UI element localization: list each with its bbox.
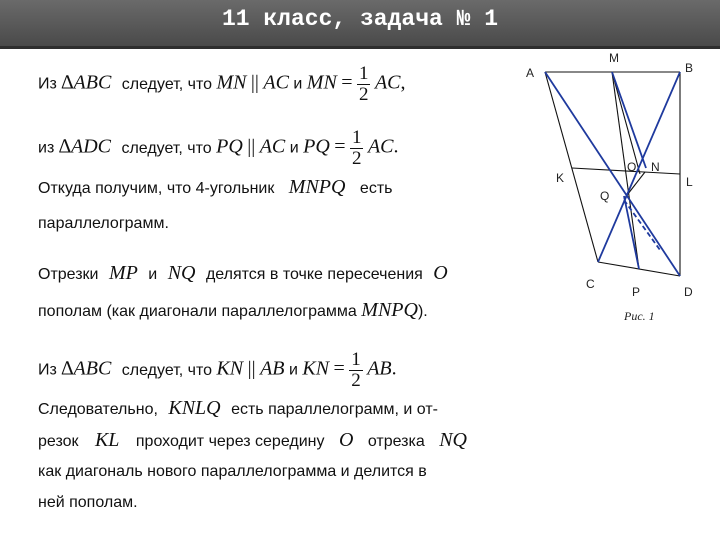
numerator: 1 [351,127,362,148]
punct: . [391,357,397,380]
numerator: 1 [351,349,361,370]
triangle-symbol: ∆ [61,357,74,380]
text-line-2 [38,128,399,169]
math-mnpq: MNPQ [361,299,418,321]
text-line-10 [38,462,427,482]
math-ac: AC [374,71,401,94]
math-mn: MN [216,71,247,94]
numerator: 1 [358,63,369,84]
point-label-m: M [609,51,619,65]
text: и [148,266,158,283]
fraction-half [349,350,363,391]
text: и [293,75,303,93]
math-mnpq: MNPQ [288,176,346,198]
text-line-7 [38,350,397,391]
point-label-n: N [651,160,660,174]
math-knlq: KNLQ [168,397,221,419]
text: Следовательно, [38,401,158,418]
point-label-b: B [685,61,694,75]
text: пополам (как диагонали параллелограмма [38,303,357,320]
text: есть параллелограмм, и от- [231,401,438,418]
denominator: 2 [351,148,362,169]
math-abc: ABC [73,357,112,380]
math-kn: KN [216,357,244,380]
point-label-a: A [526,66,535,80]
punct: , [400,71,406,94]
math-abc: ABC [73,71,112,94]
equals-symbol: = [341,71,353,94]
math-pq: PQ [216,135,243,158]
math-ac: AC [263,71,289,94]
point-label-k: K [556,171,565,185]
point-label-p: P [632,285,641,299]
text-line-6 [38,300,428,322]
math-nq: NQ [167,262,196,284]
text: есть [359,180,393,197]
segment-mo [612,72,640,174]
punct: . [393,135,399,158]
diagonal-bc [598,72,680,262]
math-mn: MN [306,71,337,94]
text: проходит через середину [135,433,325,450]
text: из [38,139,55,157]
math-adc: ADC [70,135,111,158]
point-label-l: L [686,175,693,189]
triangle-symbol: ∆ [58,135,71,158]
text-line-1 [38,64,406,105]
text: Откуда получим, что 4-угольник [38,180,275,197]
equals-symbol: = [333,357,345,380]
text: следует, что [121,361,213,379]
parallel-symbol: || [247,135,256,158]
text: резок [38,433,79,450]
text-line-8 [38,398,438,420]
math-ab: AB [260,357,285,380]
text-line-9 [38,430,467,452]
math-ab: AB [367,357,392,380]
segment-ac [545,72,598,262]
point-label-d: D [684,285,693,299]
text-line-5 [38,263,448,285]
text-line-4 [38,214,169,234]
text: ней пополам. [38,494,138,511]
math-o: O [338,429,354,451]
math-o: O [433,262,448,284]
math-kl: KL [94,429,120,451]
text: делятся в точке пересечения [205,266,423,283]
segment-qp [624,196,639,269]
text: как диагональ нового параллелограмма и делится в [38,463,427,480]
denominator: 2 [358,84,369,105]
equals-symbol: = [334,135,346,158]
text: Отрезки [38,266,99,283]
parallel-symbol: || [247,357,256,380]
math-mp: MP [108,262,138,284]
text: параллелограмм. [38,215,169,232]
point-label-o: O [627,160,637,174]
segment-mn [612,72,646,168]
point-label-q: Q [600,189,610,203]
math-nq: NQ [439,429,467,451]
text: следует, что [121,139,212,157]
text: и [289,139,299,157]
math-pq: PQ [303,135,330,158]
text: следует, что [121,75,213,93]
fraction-half [350,128,364,169]
point-label-c: C [586,277,595,291]
figure-caption: Рис. 1 [624,309,655,323]
text: Из [38,75,57,93]
math-kn: KN [302,357,330,380]
text-line-11 [38,493,138,513]
fraction-half [357,64,371,105]
text: отрезка [367,433,425,450]
slide-title: 11 класс, задача № 1 [221,6,499,32]
diagonal-ad [545,72,680,276]
math-ac: AC [367,135,394,158]
geometry-figure [510,48,715,338]
blue-lines [545,72,680,276]
text: Из [38,361,57,379]
denominator: 2 [351,370,361,391]
slide-header [0,0,720,49]
triangle-symbol: ∆ [61,71,74,94]
math-ac: AC [259,135,286,158]
parallel-symbol: || [250,71,259,94]
text-line-3 [38,177,392,199]
text: и [288,361,298,379]
punct: ). [417,303,428,320]
